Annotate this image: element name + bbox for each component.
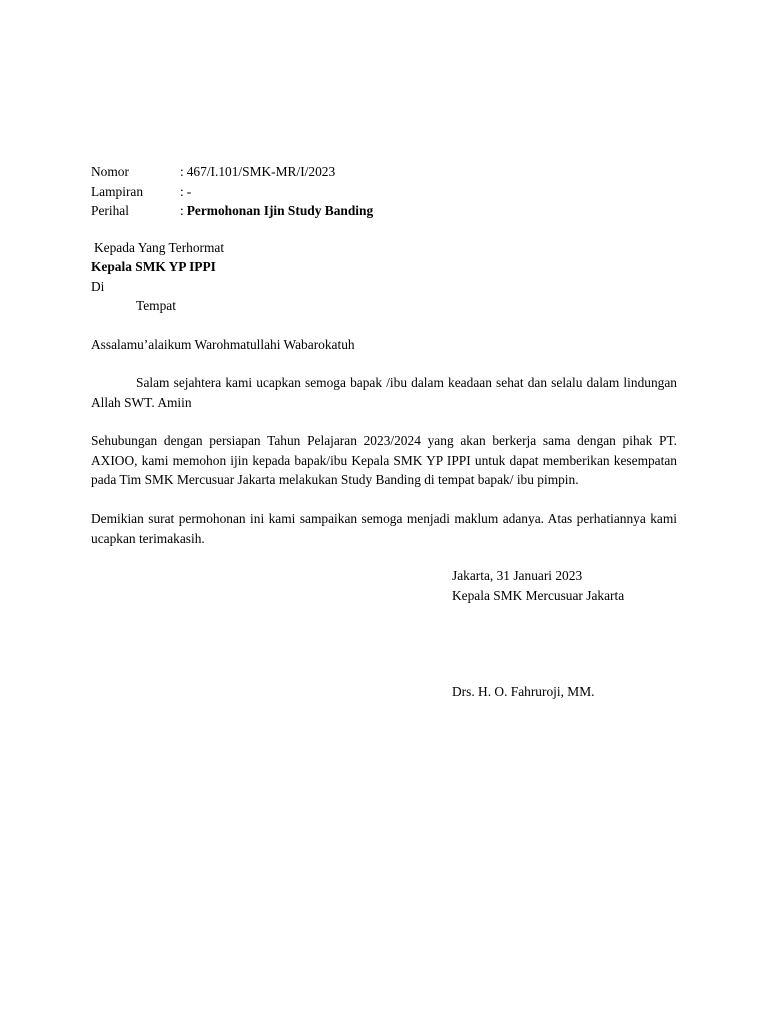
- signature-name: Drs. H. O. Fahruroji, MM.: [452, 684, 595, 699]
- nomor-separator: :: [180, 164, 184, 179]
- signature-position: Kepala SMK Mercusuar Jakarta: [452, 588, 625, 603]
- body-paragraph-1: Salam sejahtera kami ucapkan semoga bapak /ibu dalam keadaan sehat dan selalu dalam lindungan Allah SWT. Amiin: [91, 375, 677, 410]
- perihal-value: Permohonan Ijin Study Banding: [186, 203, 374, 218]
- body-paragraph-3: Demikian surat permohonan ini kami sampaikan semoga menjadi maklum adanya. Atas perhatiannya kami ucapkan terimakasih.: [91, 511, 677, 546]
- perihal-row: [91, 201, 681, 221]
- lampiran-row: [91, 182, 681, 202]
- nomor-row: [91, 162, 681, 182]
- letter-header: [91, 162, 681, 221]
- nomor-label: Nomor: [91, 164, 129, 179]
- perihal-label: Perihal: [91, 203, 129, 218]
- addressee-recipient: Kepala SMK YP IPPI: [91, 259, 216, 274]
- addressee-place: Tempat: [136, 298, 176, 313]
- lampiran-label: Lampiran: [91, 183, 144, 199]
- nomor-value: 467/I.101/SMK-MR/I/2023: [186, 164, 336, 179]
- addressee-greeting: Kepada Yang Terhormat: [94, 240, 225, 255]
- body-paragraph-2: Sehubungan dengan persiapan Tahun Pelajaran 2023/2024 yang akan berkerja sama dengan pihak PT. AXIOO, kami memohon ijin kepada bapak/ibu Kepala SMK YP IPPI untuk dapat memberikan kesempatan pada Tim SMK Mercusuar Jakarta melakukan Study Banding di tempat bapak/ ibu pimpin.: [91, 433, 677, 487]
- addressee-di: Di: [91, 279, 105, 294]
- salutation: Assalamu’alaikum Warohmatullahi Wabarokatuh: [91, 337, 355, 352]
- lampiran-value: -: [186, 183, 192, 199]
- lampiran-separator: :: [180, 183, 184, 199]
- signature-place-date: Jakarta, 31 Januari 2023: [452, 568, 583, 583]
- perihal-separator: :: [180, 203, 184, 218]
